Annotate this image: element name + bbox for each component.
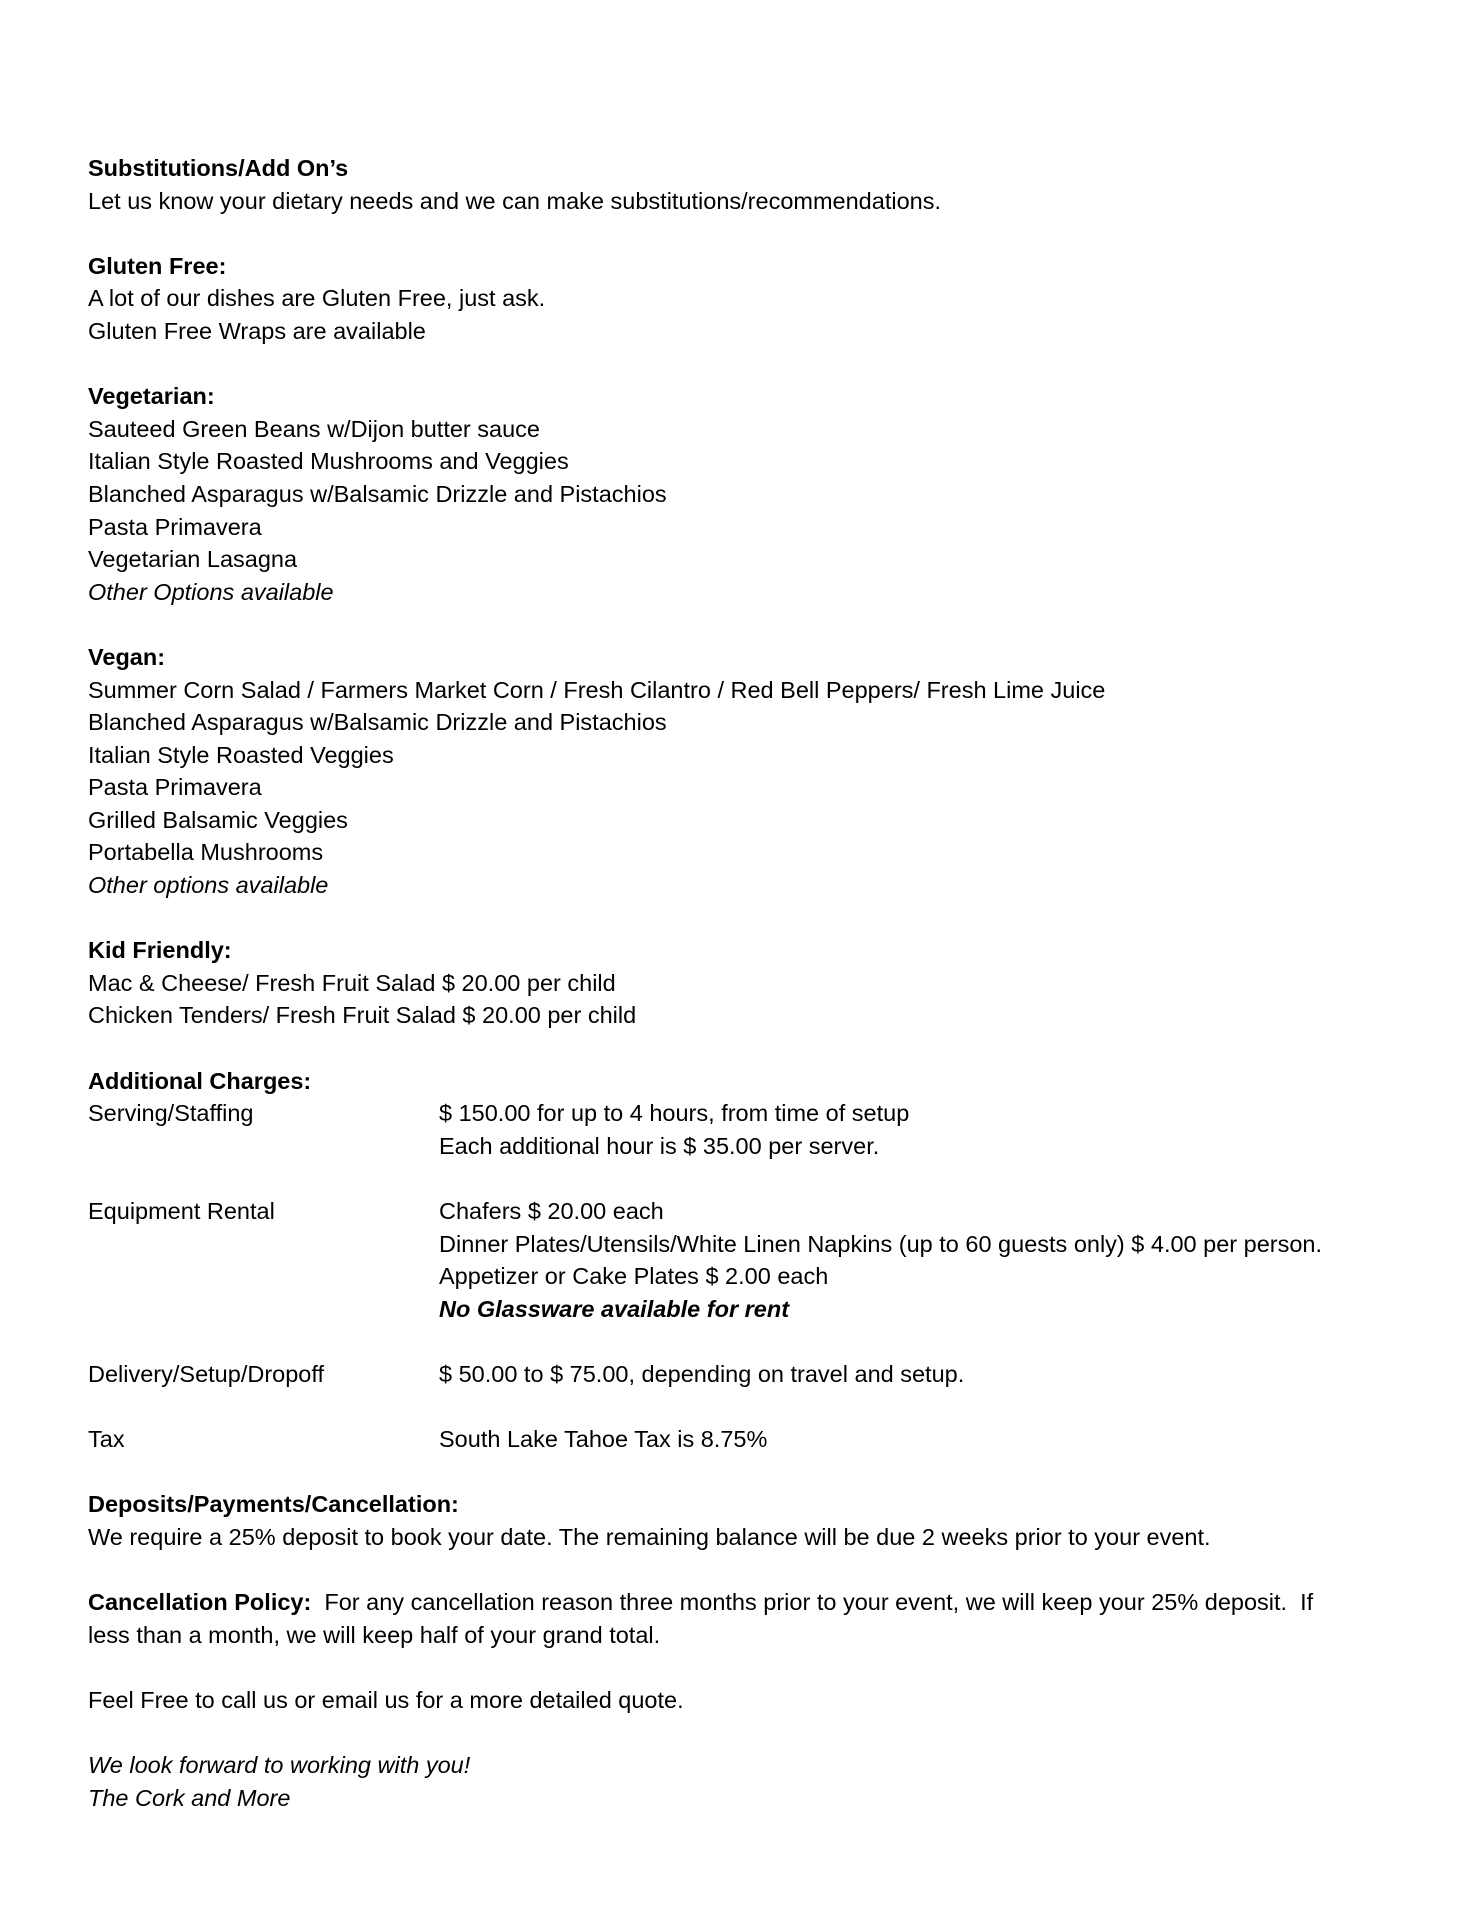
cancellation-text: For any cancellation reason three months prior to your event, we will keep your 25% deposit. If — [311, 1589, 1314, 1616]
spacer — [88, 902, 1418, 935]
spacer — [88, 1456, 1418, 1489]
kid-friendly-heading: Kid Friendly: — [88, 937, 232, 964]
vegetarian-item: Vegetarian Lasagna — [88, 546, 298, 573]
kid-friendly-item: Mac & Cheese/ Fresh Fruit Salad $ 20.00 per child — [88, 969, 616, 996]
charge-value — [439, 1097, 1418, 1162]
spacer — [88, 217, 1418, 250]
charge-line: Dinner Plates/Utensils/White Linen Napkins (up to 60 guests only) $ 4.00 per person. — [439, 1230, 1323, 1257]
vegan-item: Pasta Primavera — [88, 774, 262, 801]
vegetarian-item: Italian Style Roasted Mushrooms and Veggies — [88, 448, 569, 475]
vegan-note: Other options available — [88, 872, 329, 899]
closing-line: We look forward to working with you! — [88, 1752, 471, 1779]
cancellation-text-cont: less than a month, we will keep half of your grand total. — [88, 1621, 661, 1648]
gluten-free-heading: Gluten Free: — [88, 252, 227, 279]
spacer — [88, 1391, 1418, 1424]
vegetarian-item: Blanched Asparagus w/Balsamic Drizzle and Pistachios — [88, 480, 667, 507]
vegetarian-item: Sauteed Green Beans w/Dijon butter sauce — [88, 415, 540, 442]
vegan-item: Grilled Balsamic Veggies — [88, 806, 348, 833]
substitutions-heading: Substitutions/Add On’s — [88, 155, 349, 181]
vegan-item: Italian Style Roasted Veggies — [88, 741, 394, 768]
charge-line: Appetizer or Cake Plates $ 2.00 each — [439, 1263, 829, 1290]
charge-row-tax — [88, 1423, 1418, 1456]
vegetarian-note: Other Options available — [88, 578, 334, 605]
charge-value — [439, 1195, 1418, 1325]
spacer — [88, 348, 1418, 381]
charge-value — [439, 1423, 1418, 1456]
charge-label: Equipment Rental — [88, 1198, 275, 1224]
contact-text: Feel Free to call us or email us for a more detailed quote. — [88, 1686, 684, 1713]
additional-charges-heading: Additional Charges: — [88, 1067, 312, 1094]
charge-note: No Glassware available for rent — [439, 1295, 790, 1322]
document-page — [88, 152, 1418, 1814]
cancellation-label: Cancellation Policy: — [88, 1589, 312, 1616]
spacer — [88, 1717, 1418, 1750]
charge-line: $ 50.00 to $ 75.00, depending on travel and setup. — [439, 1360, 965, 1387]
charge-line: Chafers $ 20.00 each — [439, 1198, 664, 1224]
charge-label: Serving/Staffing — [88, 1100, 254, 1127]
spacer — [88, 1651, 1418, 1684]
deposits-heading: Deposits/Payments/Cancellation: — [88, 1491, 459, 1518]
charge-row-equipment — [88, 1195, 1418, 1325]
spacer — [88, 608, 1418, 641]
vegetarian-heading: Vegetarian: — [88, 383, 215, 410]
charge-label: Delivery/Setup/Dropoff — [88, 1360, 324, 1387]
spacer — [88, 1032, 1418, 1065]
vegan-item: Blanched Asparagus w/Balsamic Drizzle and Pistachios — [88, 709, 667, 736]
vegetarian-item: Pasta Primavera — [88, 513, 262, 540]
spacer — [88, 1162, 1418, 1195]
vegan-item: Summer Corn Salad / Farmers Market Corn / Fresh Cilantro / Red Bell Peppers/ Fresh Lime Juice — [88, 676, 1106, 703]
gluten-free-item: Gluten Free Wraps are available — [88, 317, 426, 344]
charge-line: $ 150.00 for up to 4 hours, from time of setup — [439, 1100, 910, 1127]
charge-line: South Lake Tahoe Tax is 8.75% — [439, 1426, 768, 1453]
gluten-free-item: A lot of our dishes are Gluten Free, just ask. — [88, 285, 546, 312]
kid-friendly-item: Chicken Tenders/ Fresh Fruit Salad $ 20.00 per child — [88, 1002, 637, 1029]
cancellation-policy — [88, 1586, 1418, 1619]
vegan-item: Portabella Mushrooms — [88, 839, 324, 866]
charge-value — [439, 1358, 1418, 1391]
charge-row-delivery — [88, 1358, 1418, 1391]
spacer — [88, 1554, 1418, 1587]
charge-label: Tax — [88, 1426, 125, 1453]
signature: The Cork and More — [88, 1784, 291, 1811]
charge-line: Each additional hour is $ 35.00 per server. — [439, 1132, 880, 1159]
deposits-text: We require a 25% deposit to book your date. The remaining balance will be due 2 weeks prior to your event. — [88, 1523, 1211, 1550]
charge-row-serving — [88, 1097, 1418, 1162]
spacer — [88, 1325, 1418, 1358]
vegan-heading: Vegan: — [88, 643, 166, 670]
substitutions-text: Let us know your dietary needs and we can make substitutions/recommendations. — [88, 187, 941, 214]
